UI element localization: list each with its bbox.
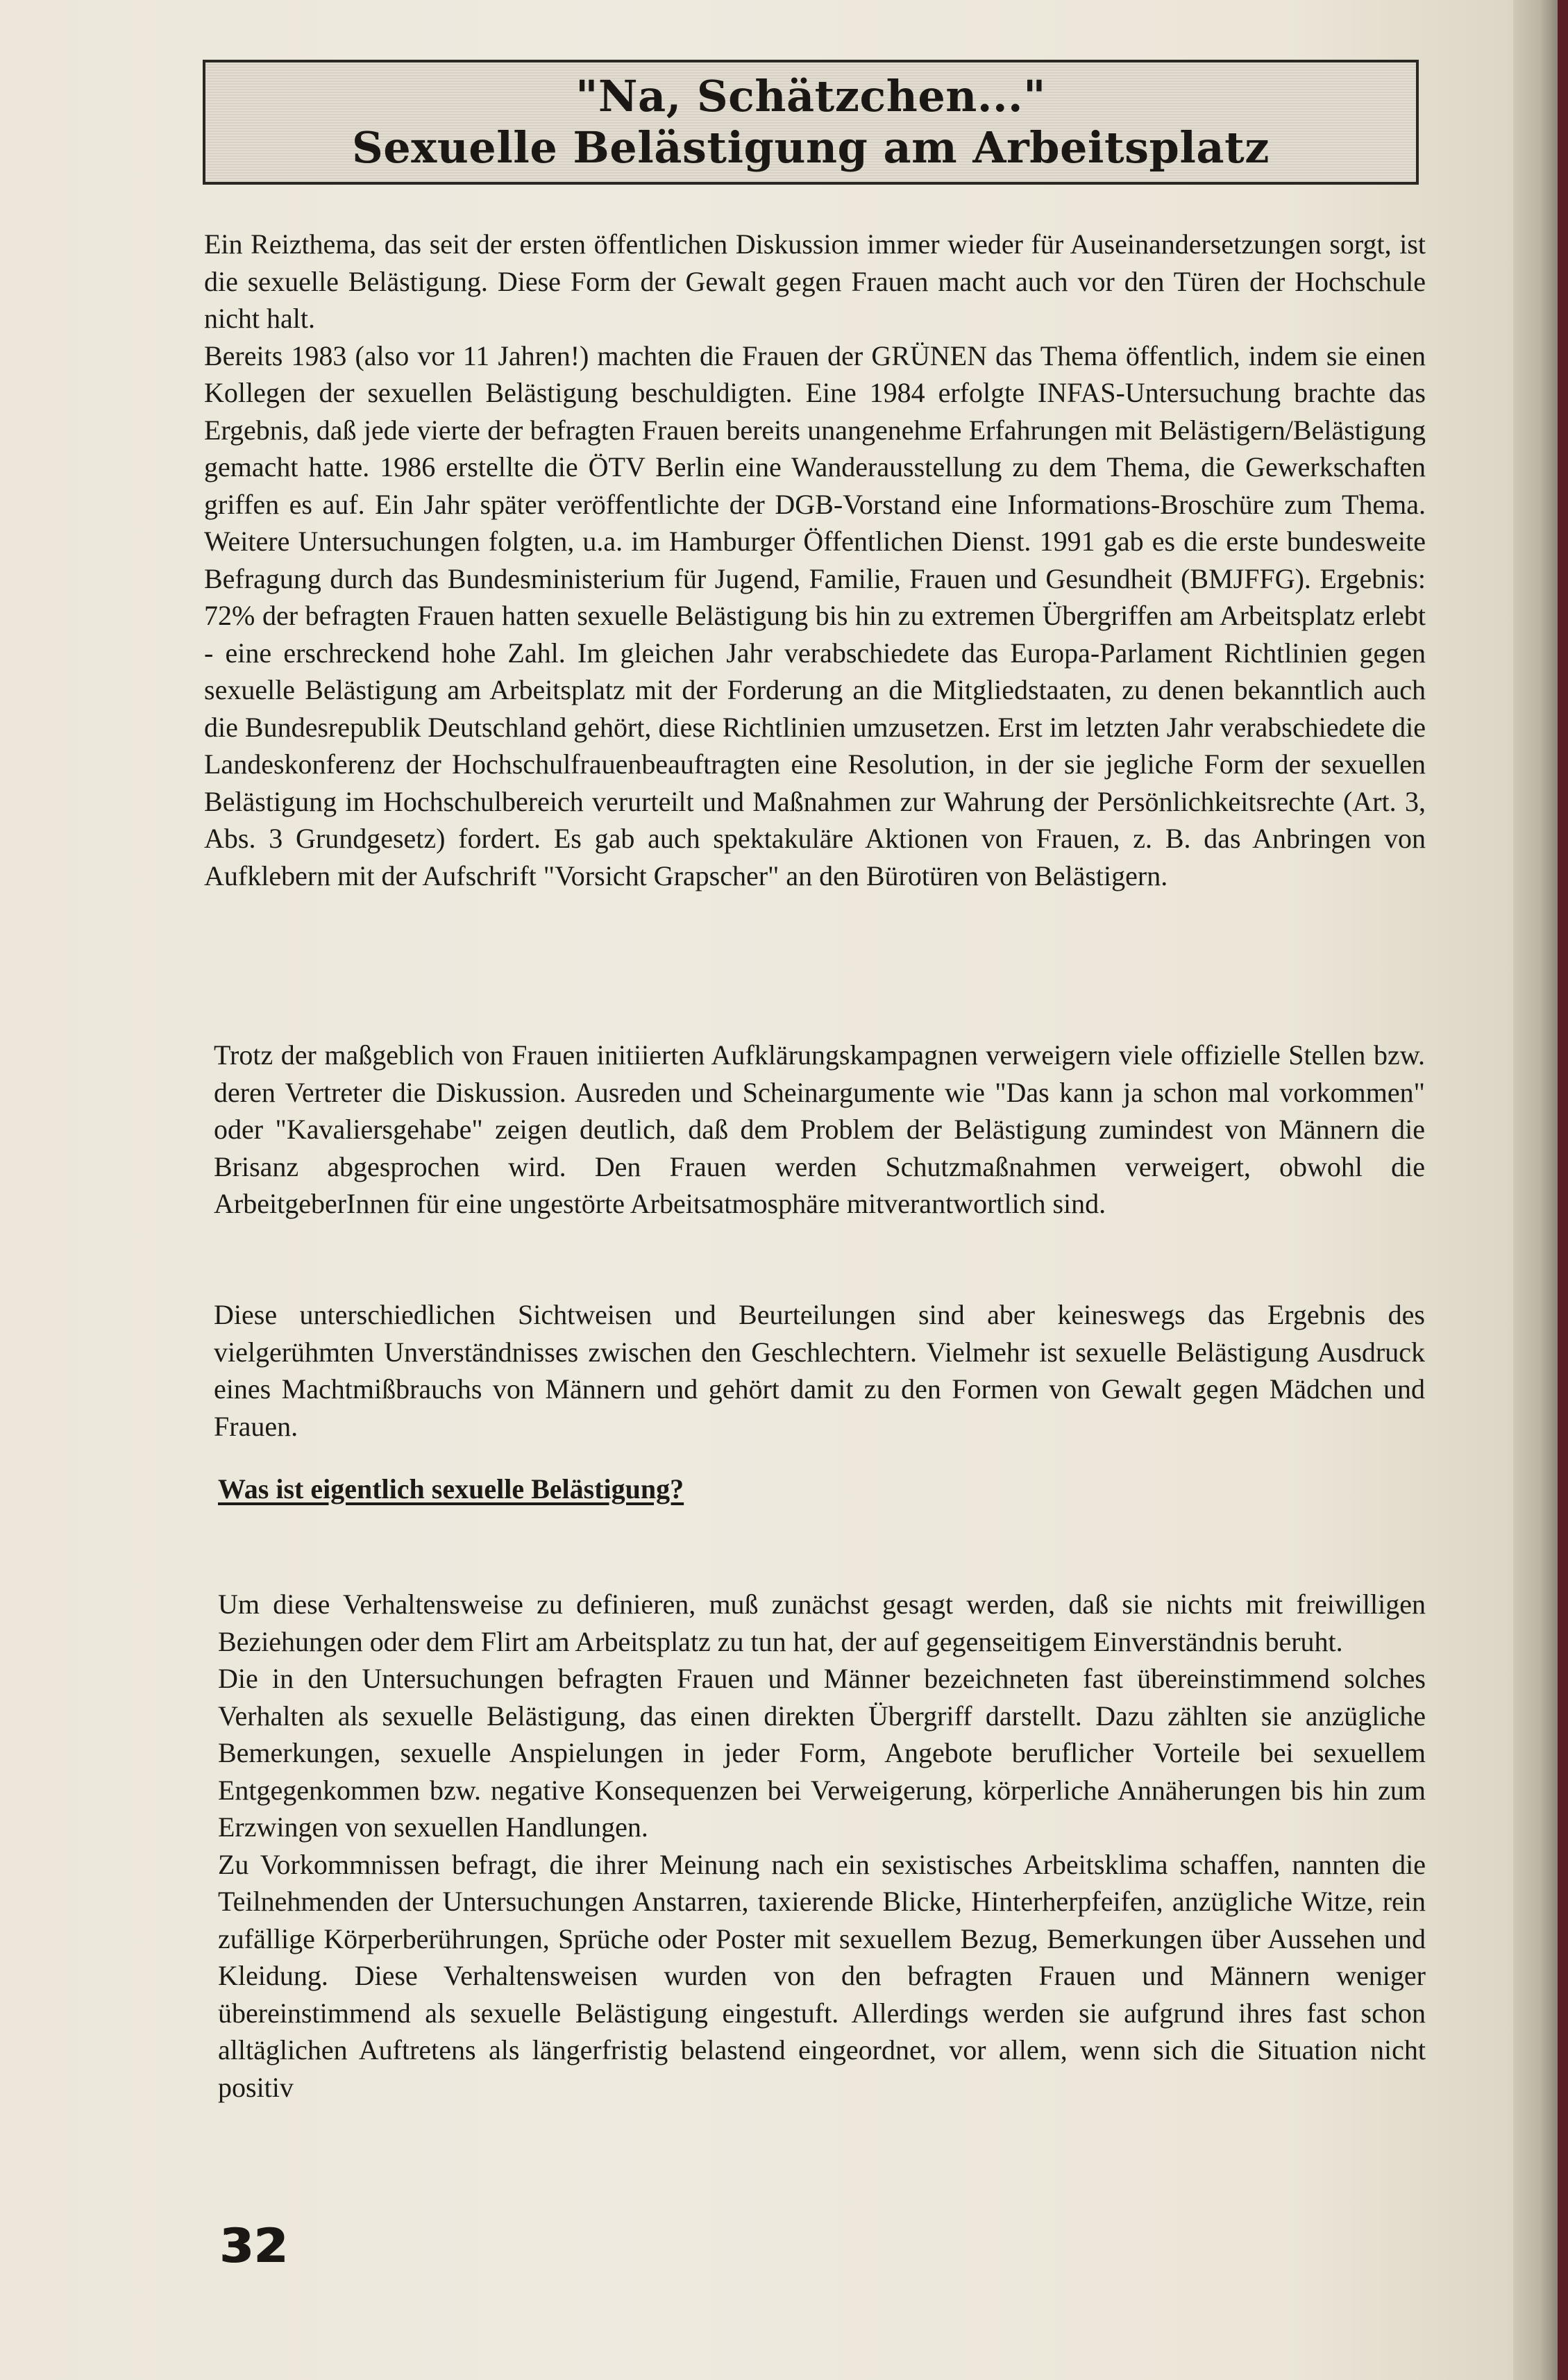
title-box — [203, 60, 1419, 185]
intro-paragraph: Ein Reizthema, das seit der ersten öffentlichen Diskussion immer wieder für Auseinandersetzungen sorgt, ist die sexuelle Belästigung. Diese Form der Gewalt gegen Frauen macht auch vor den Türen der Hochschule nicht halt. Bereits 1983 (also vor 11 Jahren!) machten die Frauen der GRÜNEN das Thema öffentlich, indem sie einen Kollegen der sexuellen Belästigung beschuldigten. Eine 1984 erfolgte INFAS-Untersuchung brachte das Ergebnis, daß jede vierte der befragten Frauen bereits unangenehme Erfahrungen mit Belästigern/Belästigung gemacht hatte. 1986 erstellte die ÖTV Berlin eine Wanderausstellung zu dem Thema, die Gewerkschaften griffen es auf. Ein Jahr später veröffentlichte der DGB-Vorstand eine Informations-Broschüre zum Thema. Weitere Untersuchungen folgten, u.a. im Hamburger Öffentlichen Dienst. 1991 gab es die erste bundesweite Befragung durch das Bundesministerium für Jugend, Familie, Frauen und Gesundheit (BMJFFG). Ergebnis: 72% der befragten Frauen hatten sexuelle Belästigung bis hin zu extremen Übergriffen am Arbeitsplatz erlebt - eine erschreckend hohe Zahl. Im gleichen Jahr verabschiedete das Europa-Parlament Richtlinien gegen sexuelle Belästigung am Arbeitsplatz mit der Forderung an die Mitgliedstaaten, zu denen bekanntlich auch die Bundesrepublik Deutschland gehört, diese Richtlinien umzusetzen. Erst im letzten Jahr verabschiedete die Landeskonferenz der Hochschulfrauenbeauftragten eine Resolution, in der sie jegliche Form der sexuellen Belästigung im Hochschulbereich verurteilt und Maßnahmen zur Wahrung der Persönlichkeitsrechte (Art. 3, Abs. 3 Grundgesetz) fordert. Es gab auch spektakuläre Aktionen von Frauen, z. B. das Anbringen von Aufklebern mit der Aufschrift "Vorsicht Grapscher" an den Bürotüren von Belästigern. — [204, 228, 1426, 891]
page-edge — [1513, 0, 1558, 2380]
title-quote: "Na, Schätzchen..." — [575, 71, 1046, 121]
page-title: Sexuelle Belästigung am Arbeitsplatz — [352, 122, 1270, 173]
section-heading: Was ist eigentlich sexuelle Belästigung? — [218, 1473, 684, 1505]
page-number: 32 — [219, 2219, 288, 2274]
paragraph-definition: Um diese Verhaltensweise zu definieren, muß zunächst gesagt werden, daß sie nichts mit freiwilligen Beziehungen oder dem Flirt am Arbeitsplatz zu tun hat, der auf gegenseitigem Einverständnis beruht. Die in den Untersuchungen befragten Frauen und Männer bezeichneten fast übereinstimmend solches Verhalten als sexuelle Belästigung, das einen direkten Übergriff darstellt. Dazu zählten sie anzügliche Bemerkungen, sexuelle Anspielungen in jeder Form, Angebote beruflicher Vorteile bei sexuellem Entgegenkommen bzw. negative Konsequenzen bei Verweigerung, körperliche Annäherungen bis hin zum Erzwingen von sexuellen Handlungen. Zu Vorkommnissen befragt, die ihrer Meinung nach ein sexistisches Arbeitsklima schaffen, nannten die Teilnehmenden der Untersuchungen Anstarren, taxierende Blicke, Hinterherpfeifen, anzügliche Witze, rein zufällige Körperberührungen, Sprüche oder Poster mit sexuellem Bezug, Bemerkungen über Aussehen und Kleidung. Diese Verhaltensweisen wurden von den befragten Frauen und Männern weniger übereinstimmend als sexuelle Belästigung eingestuft. Allerdings werden sie aufgrund ihres fast schon alltäglichen Auftretens als längerfristig belastend eingeordnet, vor allem, wenn sich die Situation nicht positiv — [218, 1589, 1426, 2103]
paragraph-discussion: Trotz der maßgeblich von Frauen initiierten Aufklärungskampagnen verweigern viele offizielle Stellen bzw. deren Vertreter die Diskussion. Ausreden und Scheinargumente wie "Das kann ja schon mal vorkommen" oder "Kavaliersgehabe" zeigen deutlich, daß dem Problem der Belästigung zumindest von Männern die Brisanz abgesprochen wird. Den Frauen werden Schutzmaßnahmen verweigert, obwohl die ArbeitgeberInnen für eine ungestörte Arbeitsatmosphäre mitverantwortlich sind. — [214, 1039, 1425, 1219]
book-binding — [1558, 0, 1568, 2380]
paragraph-power-abuse: Diese unterschiedlichen Sichtweisen und Beurteilungen sind aber keineswegs das Ergebnis des vielgerühmten Unverständnisses zwischen den Geschlechtern. Vielmehr ist sexuelle Belästigung Ausdruck eines Machtmißbrauchs von Männern und gehört damit zu den Formen von Gewalt gegen Mädchen und Frauen. — [214, 1299, 1425, 1442]
